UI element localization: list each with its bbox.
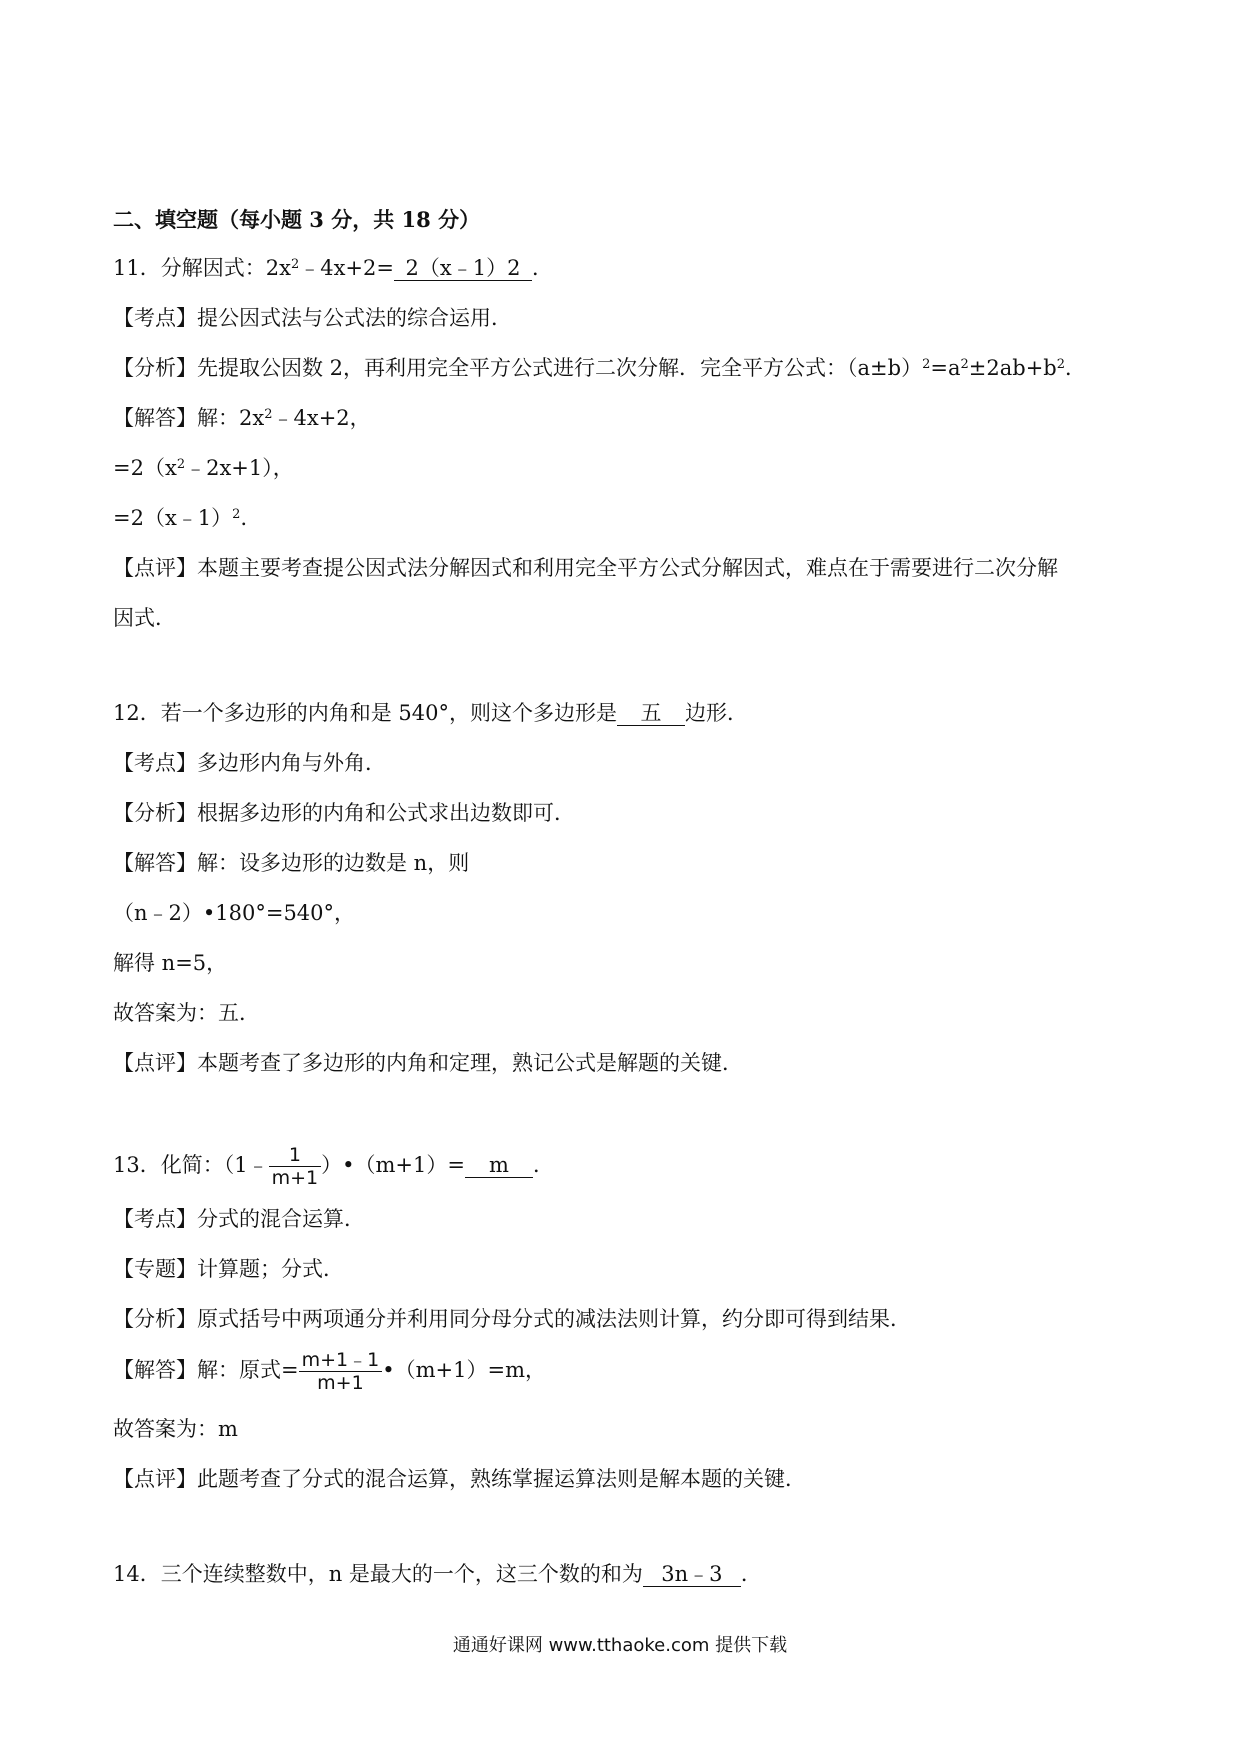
q12-suffix: 边形． bbox=[684, 701, 748, 725]
q11-step2-exp: 2 bbox=[232, 507, 241, 522]
q13-answer-blank: m bbox=[465, 1153, 533, 1178]
q13-kaodian: 【考点】分式的混合运算． bbox=[113, 1207, 365, 1231]
q11-exponent: 2 bbox=[290, 257, 300, 272]
q12-jieda: 【解答】解：设多边形的边数是 n，则 bbox=[113, 851, 470, 875]
q12-prefix: 12．若一个多边形的内角和是 540°，则这个多边形是 bbox=[113, 701, 617, 725]
q11-fenxi-exp2: 2 bbox=[960, 357, 969, 372]
q11-step1 bbox=[113, 454, 294, 482]
page-footer: 通通好课网 www.tthaoke.com 提供下载 bbox=[452, 1635, 788, 1656]
q13-jieda-denominator: m+1 bbox=[299, 1371, 383, 1394]
q11-step1-exp: 2 bbox=[176, 457, 186, 472]
q11-jieda bbox=[113, 404, 371, 432]
q13-dianping: 【点评】此题考查了分式的混合运算，熟练掌握运算法则是解本题的关键． bbox=[113, 1467, 806, 1491]
q13-jieda-prefix: 【解答】解：原式= bbox=[113, 1358, 299, 1382]
q13-fraction-numerator: 1 bbox=[288, 1144, 301, 1166]
question-12 bbox=[113, 699, 748, 727]
q11-fenxi-c: ±2ab+b bbox=[968, 356, 1057, 380]
question-14 bbox=[113, 1560, 762, 1588]
q11-step2-a: =2（x﹣1） bbox=[113, 506, 233, 530]
q13-end: ． bbox=[532, 1153, 554, 1177]
q11-end: ． bbox=[531, 256, 553, 280]
q13-fraction-denominator: m+1 bbox=[269, 1166, 322, 1189]
q12-step2: 解得 n=5， bbox=[113, 951, 228, 975]
q11-fenxi-exp3: 2 bbox=[1056, 357, 1066, 372]
q11-step1-b: ﹣2x+1）， bbox=[185, 456, 294, 480]
q11-mid: ﹣4x+2= bbox=[299, 256, 394, 280]
q11-fenxi-d: ． bbox=[1065, 356, 1087, 380]
q11-answer-blank: 2（x﹣1）2 bbox=[394, 256, 532, 281]
q14-answer-blank: 3n﹣3 bbox=[643, 1562, 741, 1587]
q11-jieda-b: ﹣4x+2， bbox=[272, 406, 371, 430]
q13-step: 故答案为：m bbox=[113, 1417, 238, 1441]
q14-end: ． bbox=[740, 1562, 762, 1586]
q11-fenxi-a: 【分析】先提取公因数 2，再利用完全平方公式进行二次分解．完全平方公式：（a±b） bbox=[113, 356, 923, 380]
q11-jieda-exp: 2 bbox=[264, 407, 273, 422]
section-title: 二、填空题（每小题 3 分，共 18 分） bbox=[113, 207, 481, 232]
q11-step2 bbox=[113, 504, 261, 532]
q12-dianping: 【点评】本题考查了多边形的内角和定理，熟记公式是解题的关键． bbox=[113, 1051, 743, 1075]
q12-answer-blank: 五 bbox=[617, 701, 685, 726]
q12-step3: 故答案为：五． bbox=[113, 1001, 260, 1025]
q13-fraction bbox=[269, 1144, 322, 1189]
q12-kaodian: 【考点】多边形内角与外角． bbox=[113, 751, 386, 775]
q13-fenxi: 【分析】原式括号中两项通分并利用同分母分式的减法法则计算，约分即可得到结果． bbox=[113, 1307, 911, 1331]
q11-step1-a: =2（x bbox=[113, 456, 177, 480]
q11-dianping-line1: 【点评】本题主要考查提公因式法分解因式和利用完全平方公式分解因式，难点在于需要进行二次分解 bbox=[113, 556, 1058, 580]
q11-fenxi-exp1: 2 bbox=[922, 357, 931, 372]
question-13 bbox=[113, 1140, 554, 1190]
q11-step2-b: ． bbox=[240, 506, 262, 530]
q12-step1: （n﹣2）•180°=540°， bbox=[113, 901, 356, 925]
q11-fenxi bbox=[113, 354, 1086, 382]
q14-prefix: 14．三个连续整数中，n 是最大的一个，这三个数的和为 bbox=[113, 1562, 643, 1586]
question-11 bbox=[113, 254, 553, 282]
q11-dianping-line2: 因式． bbox=[113, 606, 176, 630]
q11-prefix: 11．分解因式：2x bbox=[113, 256, 291, 280]
q13-jieda bbox=[113, 1345, 546, 1395]
q13-mid: ）•（m+1）= bbox=[321, 1153, 465, 1177]
q11-kaodian: 【考点】提公因式法与公式法的综合运用． bbox=[113, 306, 512, 330]
q13-prefix: 13．化简：（1﹣ bbox=[113, 1153, 269, 1177]
q13-jieda-numerator: m+1﹣1 bbox=[301, 1349, 380, 1371]
q13-jieda-fraction bbox=[299, 1349, 383, 1394]
q12-fenxi: 【分析】根据多边形的内角和公式求出边数即可． bbox=[113, 801, 575, 825]
q11-fenxi-b: =a bbox=[930, 356, 961, 380]
q13-jieda-suffix: •（m+1）=m， bbox=[382, 1358, 546, 1382]
q11-jieda-a: 【解答】解：2x bbox=[113, 406, 265, 430]
q13-zhuanti: 【专题】计算题；分式． bbox=[113, 1257, 344, 1281]
